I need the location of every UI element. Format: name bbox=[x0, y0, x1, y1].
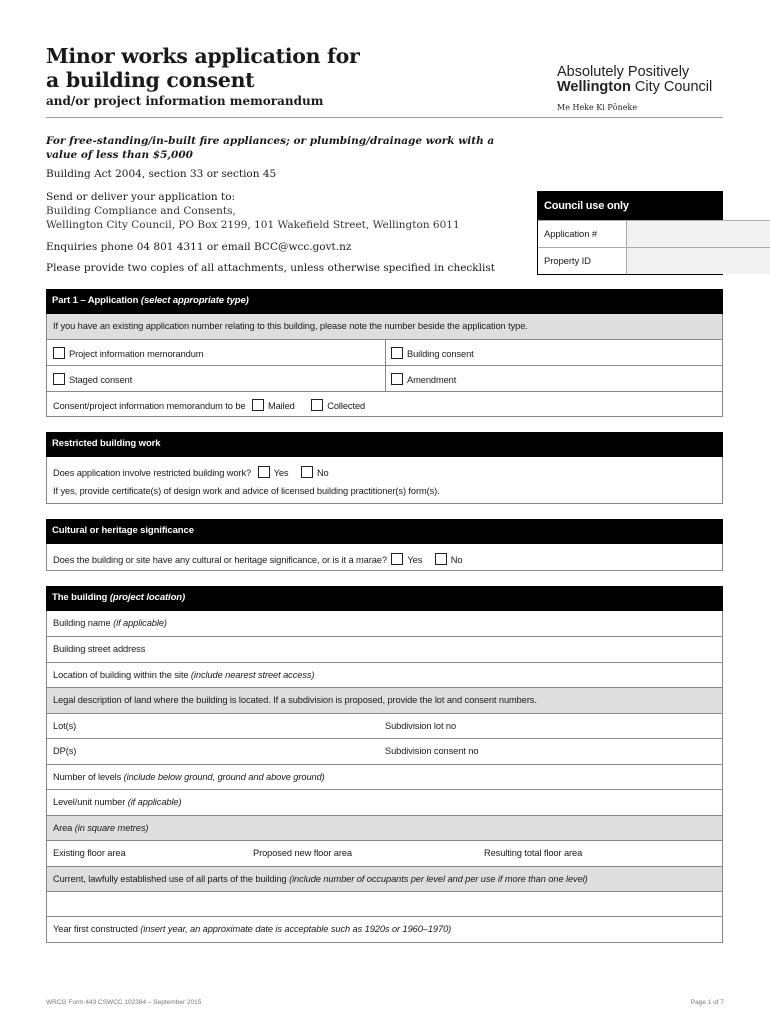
council-use-heading: Council use only bbox=[538, 192, 722, 220]
amendment-checkbox[interactable] bbox=[391, 373, 403, 385]
part1-heading-italic: (select appropriate type) bbox=[140, 295, 249, 306]
restricted-no-checkbox[interactable] bbox=[301, 466, 313, 478]
send-address bbox=[46, 190, 460, 232]
footer-form-id: WRCG Form 443 CSWCC 102384 – September 2015 bbox=[46, 999, 202, 1006]
year-field[interactable] bbox=[46, 917, 723, 943]
restricted-no-label: No bbox=[316, 468, 329, 478]
legal-description: Legal description of land where the building is located. If a subdivision is proposed, provide the lot and consent numbers. bbox=[46, 688, 723, 714]
building-heading-italic: (project location) bbox=[109, 592, 186, 603]
cultural-heading: Cultural or heritage significance bbox=[46, 519, 723, 544]
street-address-field[interactable] bbox=[46, 637, 723, 663]
logo-rest: City Council bbox=[630, 79, 713, 95]
cultural-yes-checkbox[interactable] bbox=[391, 553, 403, 565]
location-field[interactable] bbox=[46, 663, 723, 688]
levels-label: Number of levels bbox=[53, 772, 122, 782]
cultural-no-checkbox[interactable] bbox=[435, 553, 447, 565]
year-label: Year first constructed bbox=[53, 924, 138, 934]
logo-line2 bbox=[557, 80, 712, 95]
location-label: Location of building within the site bbox=[53, 670, 189, 680]
property-id-label: Property ID bbox=[538, 248, 627, 274]
application-number-field[interactable] bbox=[627, 221, 770, 247]
form-subtitle: and/or project information memorandum bbox=[46, 94, 324, 108]
restricted-question: Does application involve restricted building work? bbox=[53, 468, 252, 478]
restricted-yes-label: Yes bbox=[273, 468, 289, 478]
pim-label: Project information memorandum bbox=[69, 349, 204, 359]
floor-area-row[interactable] bbox=[46, 841, 723, 867]
use-heading bbox=[46, 867, 723, 892]
part1-note: If you have an existing application number relating to this building, please note the number beside the application type. bbox=[46, 314, 723, 340]
proposed-floor-label: Proposed new floor area bbox=[253, 848, 352, 858]
building-name-label: Building name bbox=[53, 618, 111, 628]
council-logo bbox=[557, 65, 712, 112]
sub-lot-label: Subdivision lot no bbox=[385, 721, 457, 731]
building-heading bbox=[46, 586, 723, 611]
existing-floor-label: Existing floor area bbox=[53, 848, 126, 858]
use-italic: (include number of occupants per level and per use if more than one level) bbox=[289, 874, 588, 884]
part1-row2 bbox=[46, 366, 723, 392]
area-label: Area bbox=[53, 823, 73, 833]
use-field[interactable] bbox=[46, 892, 723, 917]
part1-row1 bbox=[46, 340, 723, 366]
restricted-note: If yes, provide certificate(s) of design work and advice of licensed building practitioner(s) form(s). bbox=[53, 486, 440, 496]
building-heading-text: The building bbox=[52, 592, 108, 603]
council-use-box bbox=[537, 191, 723, 275]
building-name-field[interactable] bbox=[46, 611, 723, 637]
unit-field[interactable] bbox=[46, 790, 723, 816]
part1-heading bbox=[46, 289, 723, 314]
form-title: Minor works application for a building consent bbox=[46, 44, 360, 92]
copies-note: Please provide two copies of all attachments, unless otherwise specified in checklist bbox=[46, 262, 495, 274]
street-address-label: Building street address bbox=[53, 644, 146, 654]
part1-row3 bbox=[46, 392, 723, 417]
building-consent-checkbox[interactable] bbox=[391, 347, 403, 359]
logo-line1: Absolutely Positively bbox=[557, 64, 690, 80]
levels-italic: (include below ground, ground and above ground) bbox=[123, 772, 325, 782]
staged-label: Staged consent bbox=[69, 375, 133, 385]
property-id-field[interactable] bbox=[627, 248, 770, 274]
staged-checkbox[interactable] bbox=[53, 373, 65, 385]
unit-label: Level/unit number bbox=[53, 797, 126, 807]
cultural-no-label: No bbox=[450, 555, 463, 565]
use-label: Current, lawfully established use of all parts of the building bbox=[53, 874, 287, 884]
header-divider bbox=[46, 117, 723, 118]
building-act: Building Act 2004, section 33 or section 45 bbox=[46, 168, 277, 180]
restricted-yes-checkbox[interactable] bbox=[258, 466, 270, 478]
part1-heading-text: Part 1 – Application bbox=[52, 295, 139, 306]
area-heading bbox=[46, 816, 723, 841]
levels-field[interactable] bbox=[46, 765, 723, 790]
building-consent-label: Building consent bbox=[407, 349, 474, 359]
location-italic: (include nearest street access) bbox=[190, 670, 315, 680]
cultural-yes-label: Yes bbox=[407, 555, 423, 565]
area-italic: (in square metres) bbox=[74, 823, 149, 833]
resulting-floor-label: Resulting total floor area bbox=[484, 848, 583, 858]
pim-checkbox[interactable] bbox=[53, 347, 65, 359]
cultural-question: Does the building or site have any cultural or heritage significance, or is it a marae? bbox=[53, 555, 387, 565]
application-number-label: Application # bbox=[538, 221, 627, 247]
restricted-row bbox=[46, 457, 723, 504]
amendment-label: Amendment bbox=[407, 375, 457, 385]
logo-bold: Wellington bbox=[557, 79, 631, 95]
dp-row[interactable] bbox=[46, 739, 723, 765]
restricted-heading: Restricted building work bbox=[46, 432, 723, 457]
send-line1: Building Compliance and Consents, bbox=[46, 205, 236, 217]
mailed-label: Mailed bbox=[267, 401, 295, 411]
building-name-italic: (if applicable) bbox=[113, 618, 167, 628]
unit-italic: (if applicable) bbox=[127, 797, 182, 807]
cultural-row bbox=[46, 544, 723, 571]
lot-row[interactable] bbox=[46, 714, 723, 739]
lot-label: Lot(s) bbox=[53, 721, 77, 731]
send-line2: Wellington City Council, PO Box 2199, 101 Wakefield Street, Wellington 6011 bbox=[46, 219, 460, 231]
tobe-label: Consent/project information memorandum to be bbox=[53, 401, 246, 411]
mailed-checkbox[interactable] bbox=[252, 399, 264, 411]
enquiries: Enquiries phone 04 801 4311 or email BCC@wcc.govt.nz bbox=[46, 241, 352, 253]
footer-page-number: Page 1 of 7 bbox=[690, 999, 724, 1006]
year-italic: (insert year, an approximate date is acceptable such as 1920s or 1960–1970) bbox=[140, 924, 452, 934]
collected-label: Collected bbox=[327, 401, 366, 411]
logo-maori: Me Heke Ki Pōneke bbox=[557, 103, 638, 112]
dp-label: DP(s) bbox=[53, 746, 77, 756]
sub-consent-label: Subdivision consent no bbox=[385, 746, 479, 756]
send-label: Send or deliver your application to: bbox=[46, 191, 236, 203]
intro-italic: For free-standing/in-built fire appliances; or plumbing/drainage work with a value of less than $5,000 bbox=[46, 135, 495, 161]
collected-checkbox[interactable] bbox=[311, 399, 323, 411]
